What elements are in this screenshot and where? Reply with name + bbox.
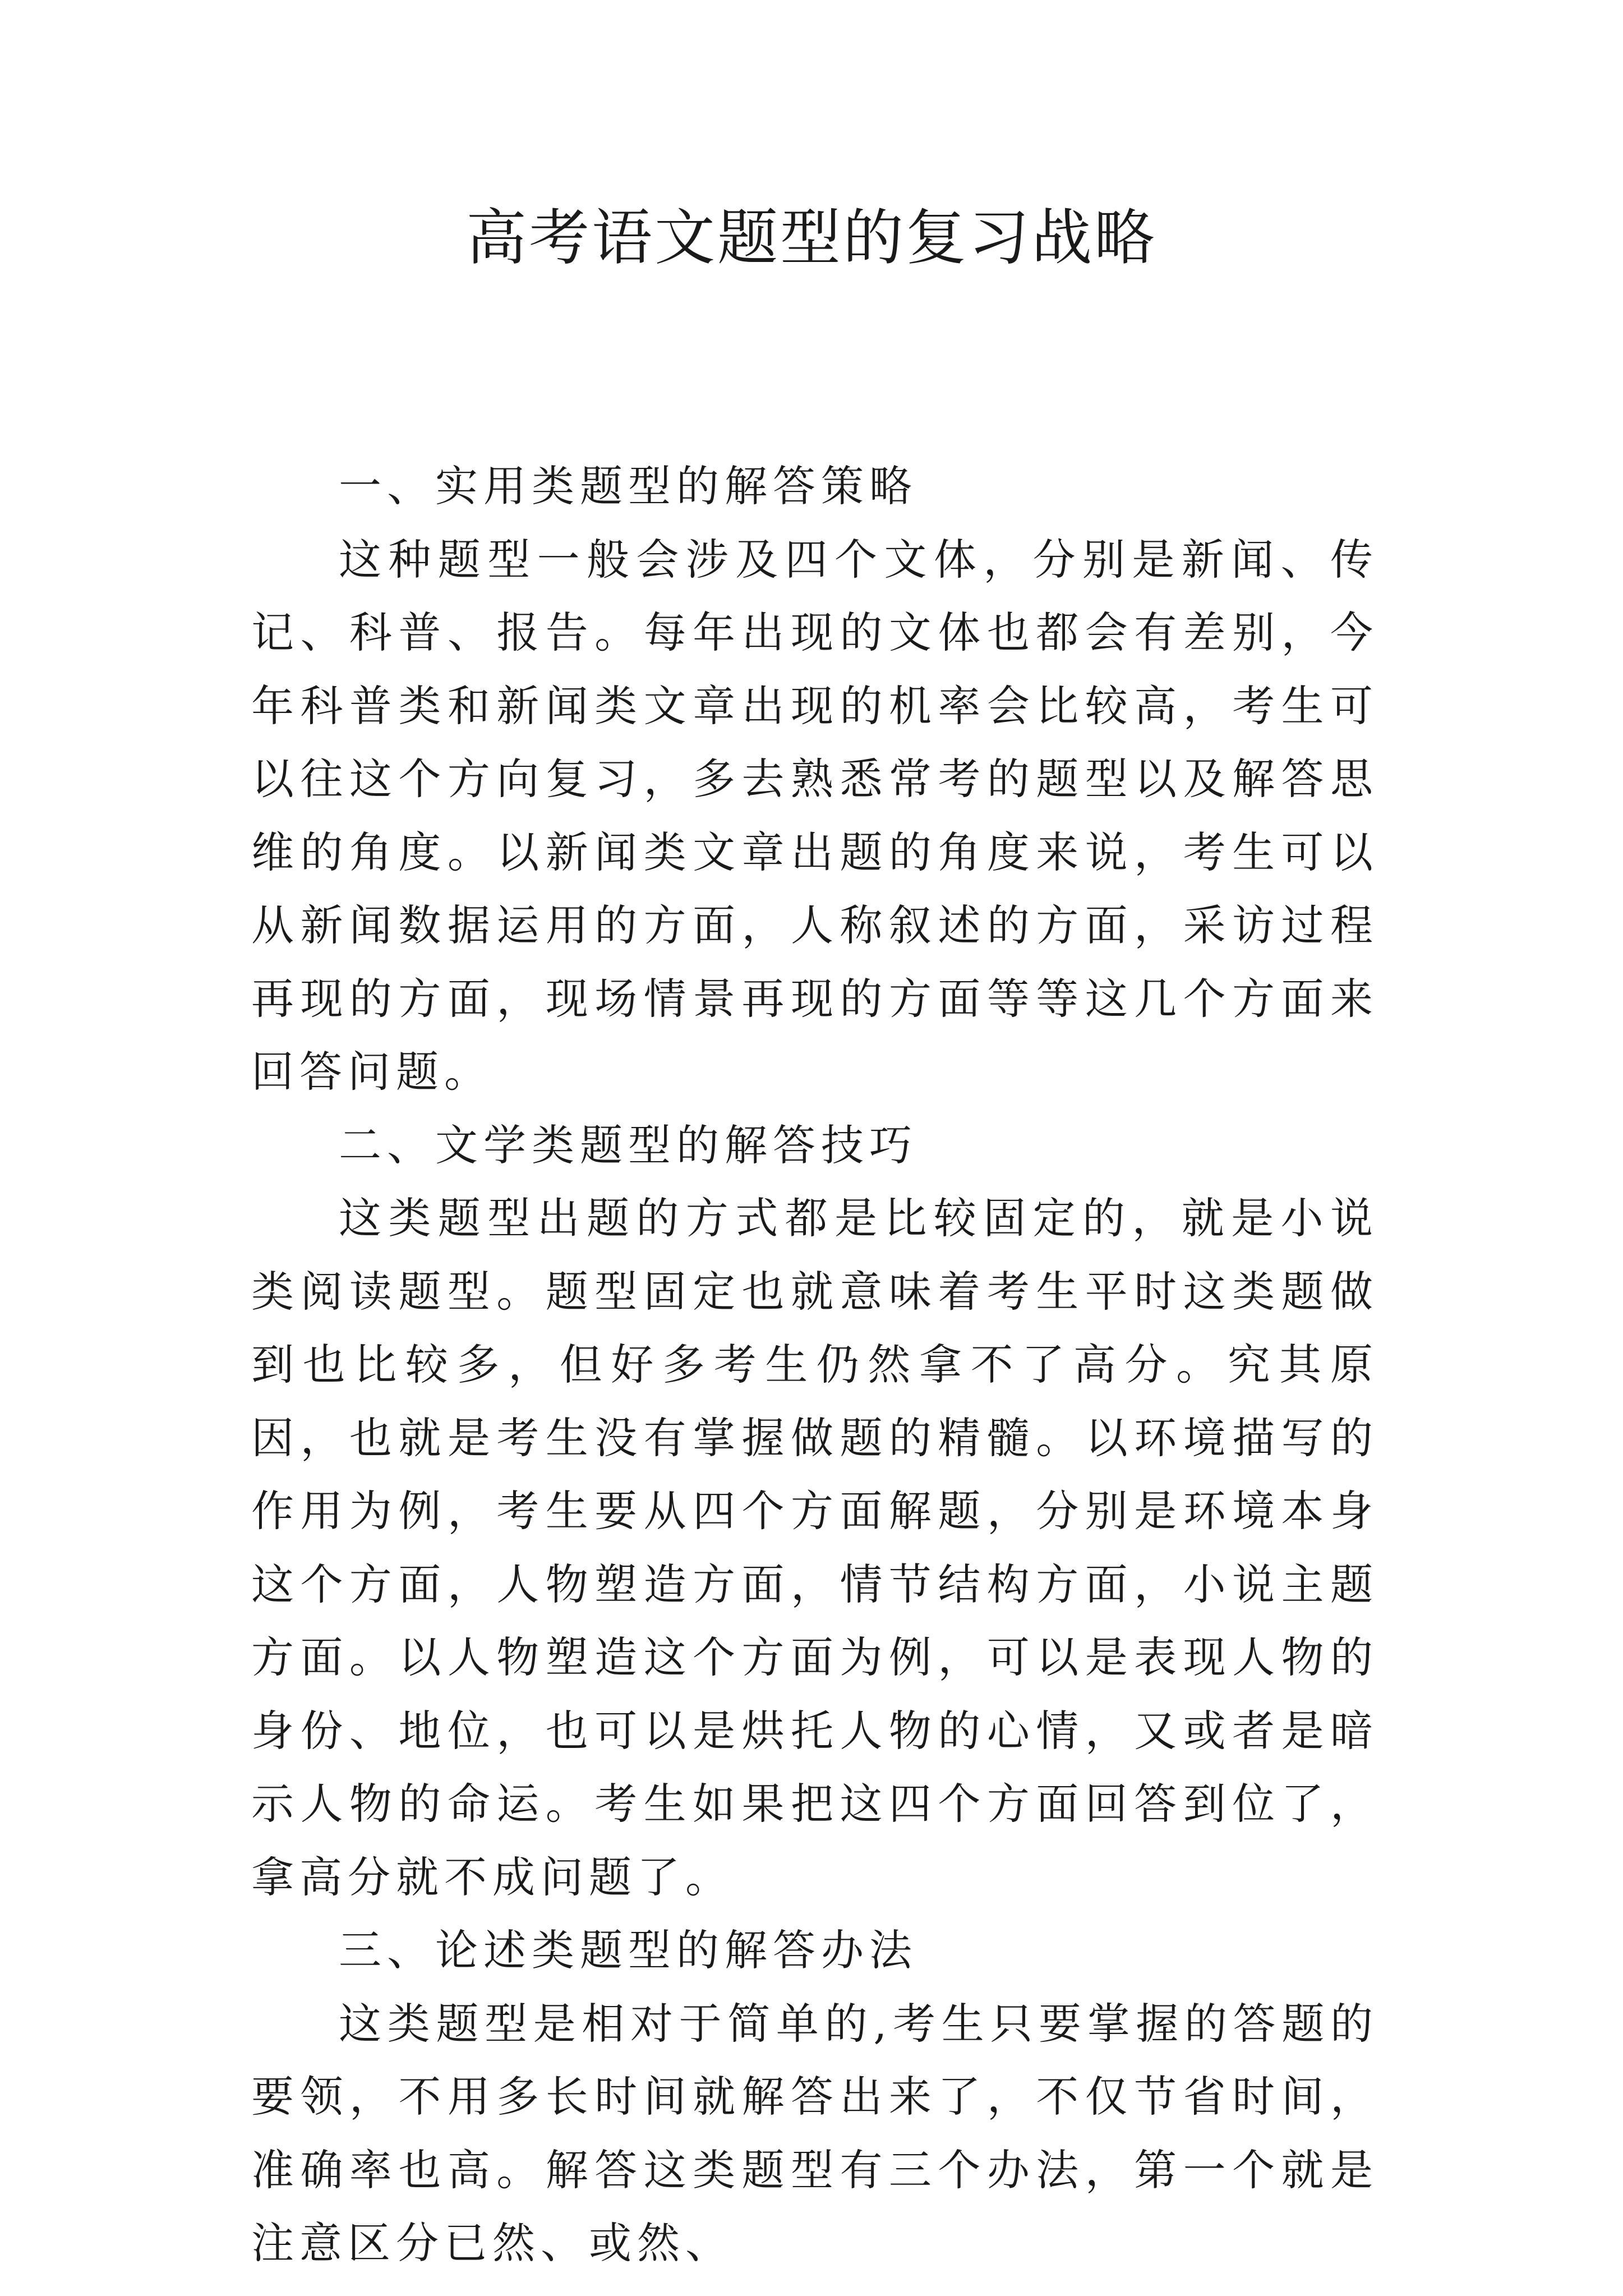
section-heading-3: 三、论述类题型的解答办法 [339,1925,917,1975]
document-title: 高考语文题型的复习战略 [465,203,1157,273]
document-body [251,450,1378,2280]
paragraph-3: 这类题型是相对于简单的,考生只要掌握的答题的要领，不用多长时间就解答出来了，不仅节省时间，准确率也高。解答这类题型有三个办法，第一个就是注意区分已然、或然、 [251,1998,1378,2268]
paragraph-1: 这种题型一般会涉及四个文体，分别是新闻、传记、科普、报告。每年出现的文体也都会有差别，今年科普类和新闻类文章出现的机率会比较高，考生可以往这个方向复习，多去熟悉常考的题型以及解答思维的角度。以新闻类文章出题的角度来说，考生可以从新闻数据运用的方面，人称叙述的方面，采访过程再现的方面，现场情景再现的方面等等这几个方面来回答问题。 [251,534,1378,1097]
section-heading-2: 二、文学类题型的解答技巧 [339,1120,917,1170]
paragraph-2: 这类题型出题的方式都是比较固定的，就是小说类阅读题型。题型固定也就意味着考生平时这类题做到也比较多，但好多考生仍然拿不了高分。究其原因，也就是考生没有掌握做题的精髓。以环境描写的作用为例，考生要从四个方面解题，分别是环境本身这个方面，人物塑造方面，情节结构方面，小说主题方面。以人物塑造这个方面为例，可以是表现人物的身份、地位，也可以是烘托人物的心情，又或者是暗示人物的命运。考生如果把这四个方面回答到位了，拿高分就不成问题了。 [251,1193,1378,1902]
section-heading-1: 一、实用类题型的解答策略 [339,461,917,511]
